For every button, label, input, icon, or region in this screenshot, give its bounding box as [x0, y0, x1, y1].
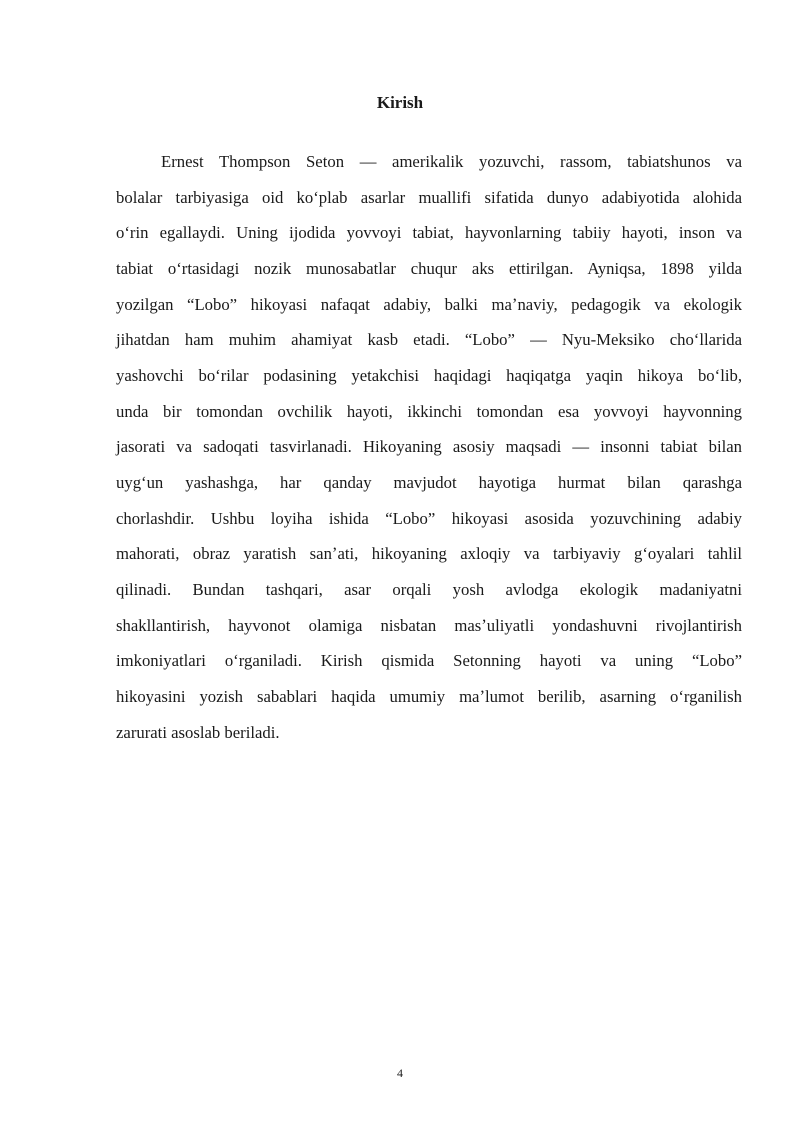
paragraph-line: jihatdan ham muhim ahamiyat kasb etadi. “Lobo” — Nyu-Meksiko choʻllarida: [116, 330, 742, 350]
paragraph-line: jasorati va sadoqati tasvirlanadi. Hikoyaning asosiy maqsadi — insonni tabiat bilan: [116, 437, 742, 457]
paragraph-line: bolalar tarbiyasiga oid koʻplab asarlar muallifi sifatida dunyo adabiyotida alohida: [116, 187, 742, 207]
paragraph-line: zarurati asoslab beriladi.: [116, 722, 280, 742]
paragraph-line: unda bir tomondan ovchilik hayoti, ikkinchi tomondan esa yovvoyi hayvonning: [116, 401, 742, 421]
section-heading: Kirish: [376, 93, 424, 112]
paragraph-line: uygʻun yashashga, har qanday mavjudot hayotiga hurmat bilan qarashga: [116, 472, 742, 492]
paragraph-line: yashovchi boʻrilar podasining yetakchisi haqidagi haqiqatga yaqin hikoya boʻlib,: [116, 365, 742, 385]
page-number: 4: [397, 1066, 403, 1080]
paragraph-line: Ernest Thompson Seton — amerikalik yozuvchi, rassom, tabiatshunos va: [161, 152, 742, 171]
paragraph-line: hikoyasini yozish sabablari haqida umumiy maʼlumot berilib, asarning oʻrganilish: [116, 686, 742, 706]
paragraph-line: chorlashdir. Ushbu loyiha ishida “Lobo” hikoyasi asosida yozuvchining adabiy: [116, 508, 742, 528]
paragraph-line: mahorati, obraz yaratish sanʼati, hikoyaning axloqiy va tarbiyaviy gʻoyalari tahlil: [116, 544, 742, 564]
body-paragraph: [116, 151, 742, 757]
paragraph-line: imkoniyatlari oʻrganiladi. Kirish qismida Setonning hayoti va uning “Lobo”: [116, 651, 742, 671]
paragraph-line: shakllantirish, hayvonot olamiga nisbatan masʼuliyatli yondashuvni rivojlantirish: [116, 615, 742, 635]
paragraph-line: qilinadi. Bundan tashqari, asar orqali yosh avlodga ekologik madaniyatni: [116, 579, 742, 599]
paragraph-line: tabiat oʻrtasidagi nozik munosabatlar chuqur aks ettirilgan. Ayniqsa, 1898 yilda: [116, 258, 742, 278]
paragraph-line: oʻrin egallaydi. Uning ijodida yovvoyi tabiat, hayvonlarning tabiiy hayoti, inson va: [116, 223, 742, 243]
paragraph-line: yozilgan “Lobo” hikoyasi nafaqat adabiy, balki maʼnaviy, pedagogik va ekologik: [116, 294, 742, 314]
